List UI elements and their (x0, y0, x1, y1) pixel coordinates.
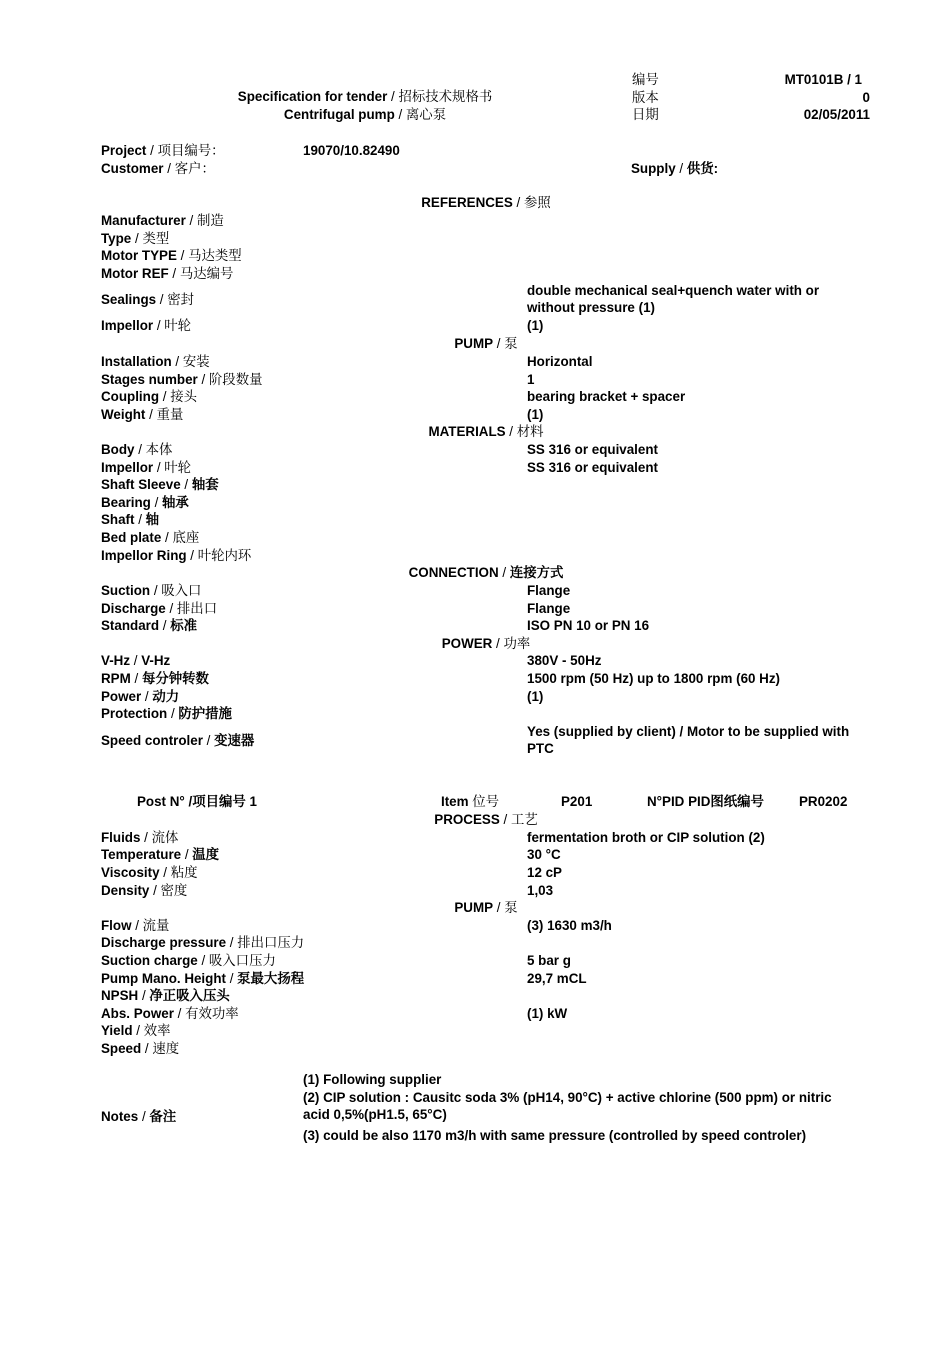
temperature-value: 30 °C (527, 847, 561, 862)
project-value: 19070/10.82490 (303, 143, 400, 158)
speed-controler-value: Yes (supplied by client) / Motor to be supplied with PTC (527, 724, 850, 756)
stages-label: Stages number / 阶段数量 (101, 372, 263, 387)
impellor-mat-label: Impellor / 叶轮 (101, 460, 192, 475)
temperature-label: Temperature / 温度 (101, 847, 220, 862)
impellor-ref-label: Impellor / 叶轮 (101, 318, 192, 333)
suction-charge-value: 5 bar g (527, 953, 571, 968)
version-label: 版本 (632, 90, 659, 105)
section-connection: CONNECTION / 连接方式 (408, 565, 564, 580)
date-label: 日期 (632, 107, 659, 122)
coupling-label: Coupling / 接头 (101, 389, 197, 404)
speed-label: Speed / 速度 (101, 1041, 180, 1056)
density-label: Density / 密度 (101, 883, 188, 898)
npsh-label: NPSH / 净正吸入压头 (101, 988, 230, 1003)
viscosity-label: Viscosity / 粘度 (101, 865, 198, 880)
note-2: (2) CIP solution : Causitc soda 3% (pH14, 90°C) + active chlorine (500 ppm) or nitric acid 0,5%(pH1.5, 65°C) (303, 1090, 832, 1122)
power-value: (1) (527, 689, 544, 704)
weight-label: Weight / 重量 (101, 407, 184, 422)
power-label: Power / 动力 (101, 689, 180, 704)
fluids-label: Fluids / 流体 (101, 830, 179, 845)
flow-label: Flow / 流量 (101, 918, 170, 933)
impellor-ring-label: Impellor Ring / 叶轮内环 (101, 548, 252, 563)
note-3: (3) could be also 1170 m3/h with same pressure (controlled by speed controler) (303, 1128, 807, 1143)
rpm-label: RPM / 每分钟转数 (101, 671, 209, 686)
suction-value: Flange (527, 583, 571, 598)
standard-value: ISO PN 10 or PN 16 (527, 618, 650, 633)
section-pump-process: PUMP / 泵 (454, 900, 518, 915)
motor-ref-label: Motor REF / 马达编号 (101, 266, 234, 281)
stages-value: 1 (527, 372, 535, 387)
note-1: (1) Following supplier (303, 1072, 442, 1087)
discharge-pressure-label: Discharge pressure / 排出口压力 (101, 935, 305, 950)
standard-label: Standard / 标准 (101, 618, 197, 633)
viscosity-value: 12 cP (527, 865, 562, 880)
section-materials: MATERIALS / 材料 (428, 424, 544, 439)
weight-value: (1) (527, 407, 544, 422)
section-references: REFERENCES / 参照 (421, 195, 551, 210)
manufacturer-label: Manufacturer / 制造 (101, 213, 224, 228)
type-label: Type / 类型 (101, 231, 170, 246)
code-label: 编号 (632, 72, 659, 87)
bearing-label: Bearing / 轴承 (101, 495, 189, 510)
sealings-label: Sealings / 密封 (101, 292, 195, 307)
discharge-label: Discharge / 排出口 (101, 601, 218, 616)
supply-label: Supply / 供货: (631, 161, 719, 176)
motor-type-label: Motor TYPE / 马达类型 (101, 248, 242, 263)
fluids-value: fermentation broth or CIP solution (2) (527, 830, 765, 845)
suction-label: Suction / 吸入口 (101, 583, 202, 598)
discharge-value: Flange (527, 601, 571, 616)
pid-value: PR0202 (799, 794, 848, 809)
flow-value: (3) 1630 m3/h (527, 918, 612, 933)
customer-label: Customer / 客户： (101, 161, 215, 176)
doc-title: Specification for tender / 招标技术规格书 (237, 89, 493, 104)
impellor-mat-value: SS 316 or equivalent (527, 460, 658, 475)
section-pump: PUMP / 泵 (454, 336, 518, 351)
pid-label: N°PID PID图纸编号 (647, 794, 764, 809)
item-label: Item 位号 (441, 794, 500, 809)
installation-value: Horizontal (527, 354, 593, 369)
shaft-label: Shaft / 轴 (101, 512, 160, 527)
vhz-value: 380V - 50Hz (527, 653, 602, 668)
section-process: PROCESS / 工艺 (434, 812, 538, 827)
body-label: Body / 本体 (101, 442, 173, 457)
mano-height-label: Pump Mano. Height / 泵最大扬程 (101, 971, 305, 986)
notes-label: Notes / 备注 (101, 1109, 177, 1124)
version-value: 0 (862, 90, 870, 105)
body-value: SS 316 or equivalent (527, 442, 658, 457)
date-value: 02/05/2011 (803, 107, 870, 122)
installation-label: Installation / 安装 (101, 354, 210, 369)
speed-controler-label: Speed controler / 变速器 (101, 733, 255, 748)
code-value: MT0101B / 1 (784, 72, 862, 87)
project-label: Project / 项目编号： (101, 143, 225, 158)
protection-label: Protection / 防护措施 (101, 706, 232, 721)
item-value: P201 (561, 794, 593, 809)
yield-label: Yield / 效率 (101, 1023, 171, 1038)
abs-power-value: (1) kW (527, 1006, 568, 1021)
density-value: 1,03 (527, 883, 554, 898)
sealings-value: double mechanical seal+quench water with or without pressure (1) (527, 283, 820, 315)
post-label: Post N° /项目编号 1 (137, 794, 257, 809)
coupling-value: bearing bracket + spacer (527, 389, 686, 404)
vhz-label: V-Hz / V-Hz (101, 653, 171, 668)
rpm-value: 1500 rpm (50 Hz) up to 1800 rpm (60 Hz) (527, 671, 781, 686)
shaft-sleeve-label: Shaft Sleeve / 轴套 (101, 477, 219, 492)
impellor-ref-value: (1) (527, 318, 544, 333)
section-power: POWER / 功率 (441, 636, 531, 651)
bed-plate-label: Bed plate / 底座 (101, 530, 200, 545)
suction-charge-label: Suction charge / 吸入口压力 (101, 953, 276, 968)
mano-height-value: 29,7 mCL (527, 971, 587, 986)
doc-subtitle: Centrifugal pump / 离心泵 (283, 107, 447, 122)
abs-power-label: Abs. Power / 有效功率 (101, 1006, 239, 1021)
